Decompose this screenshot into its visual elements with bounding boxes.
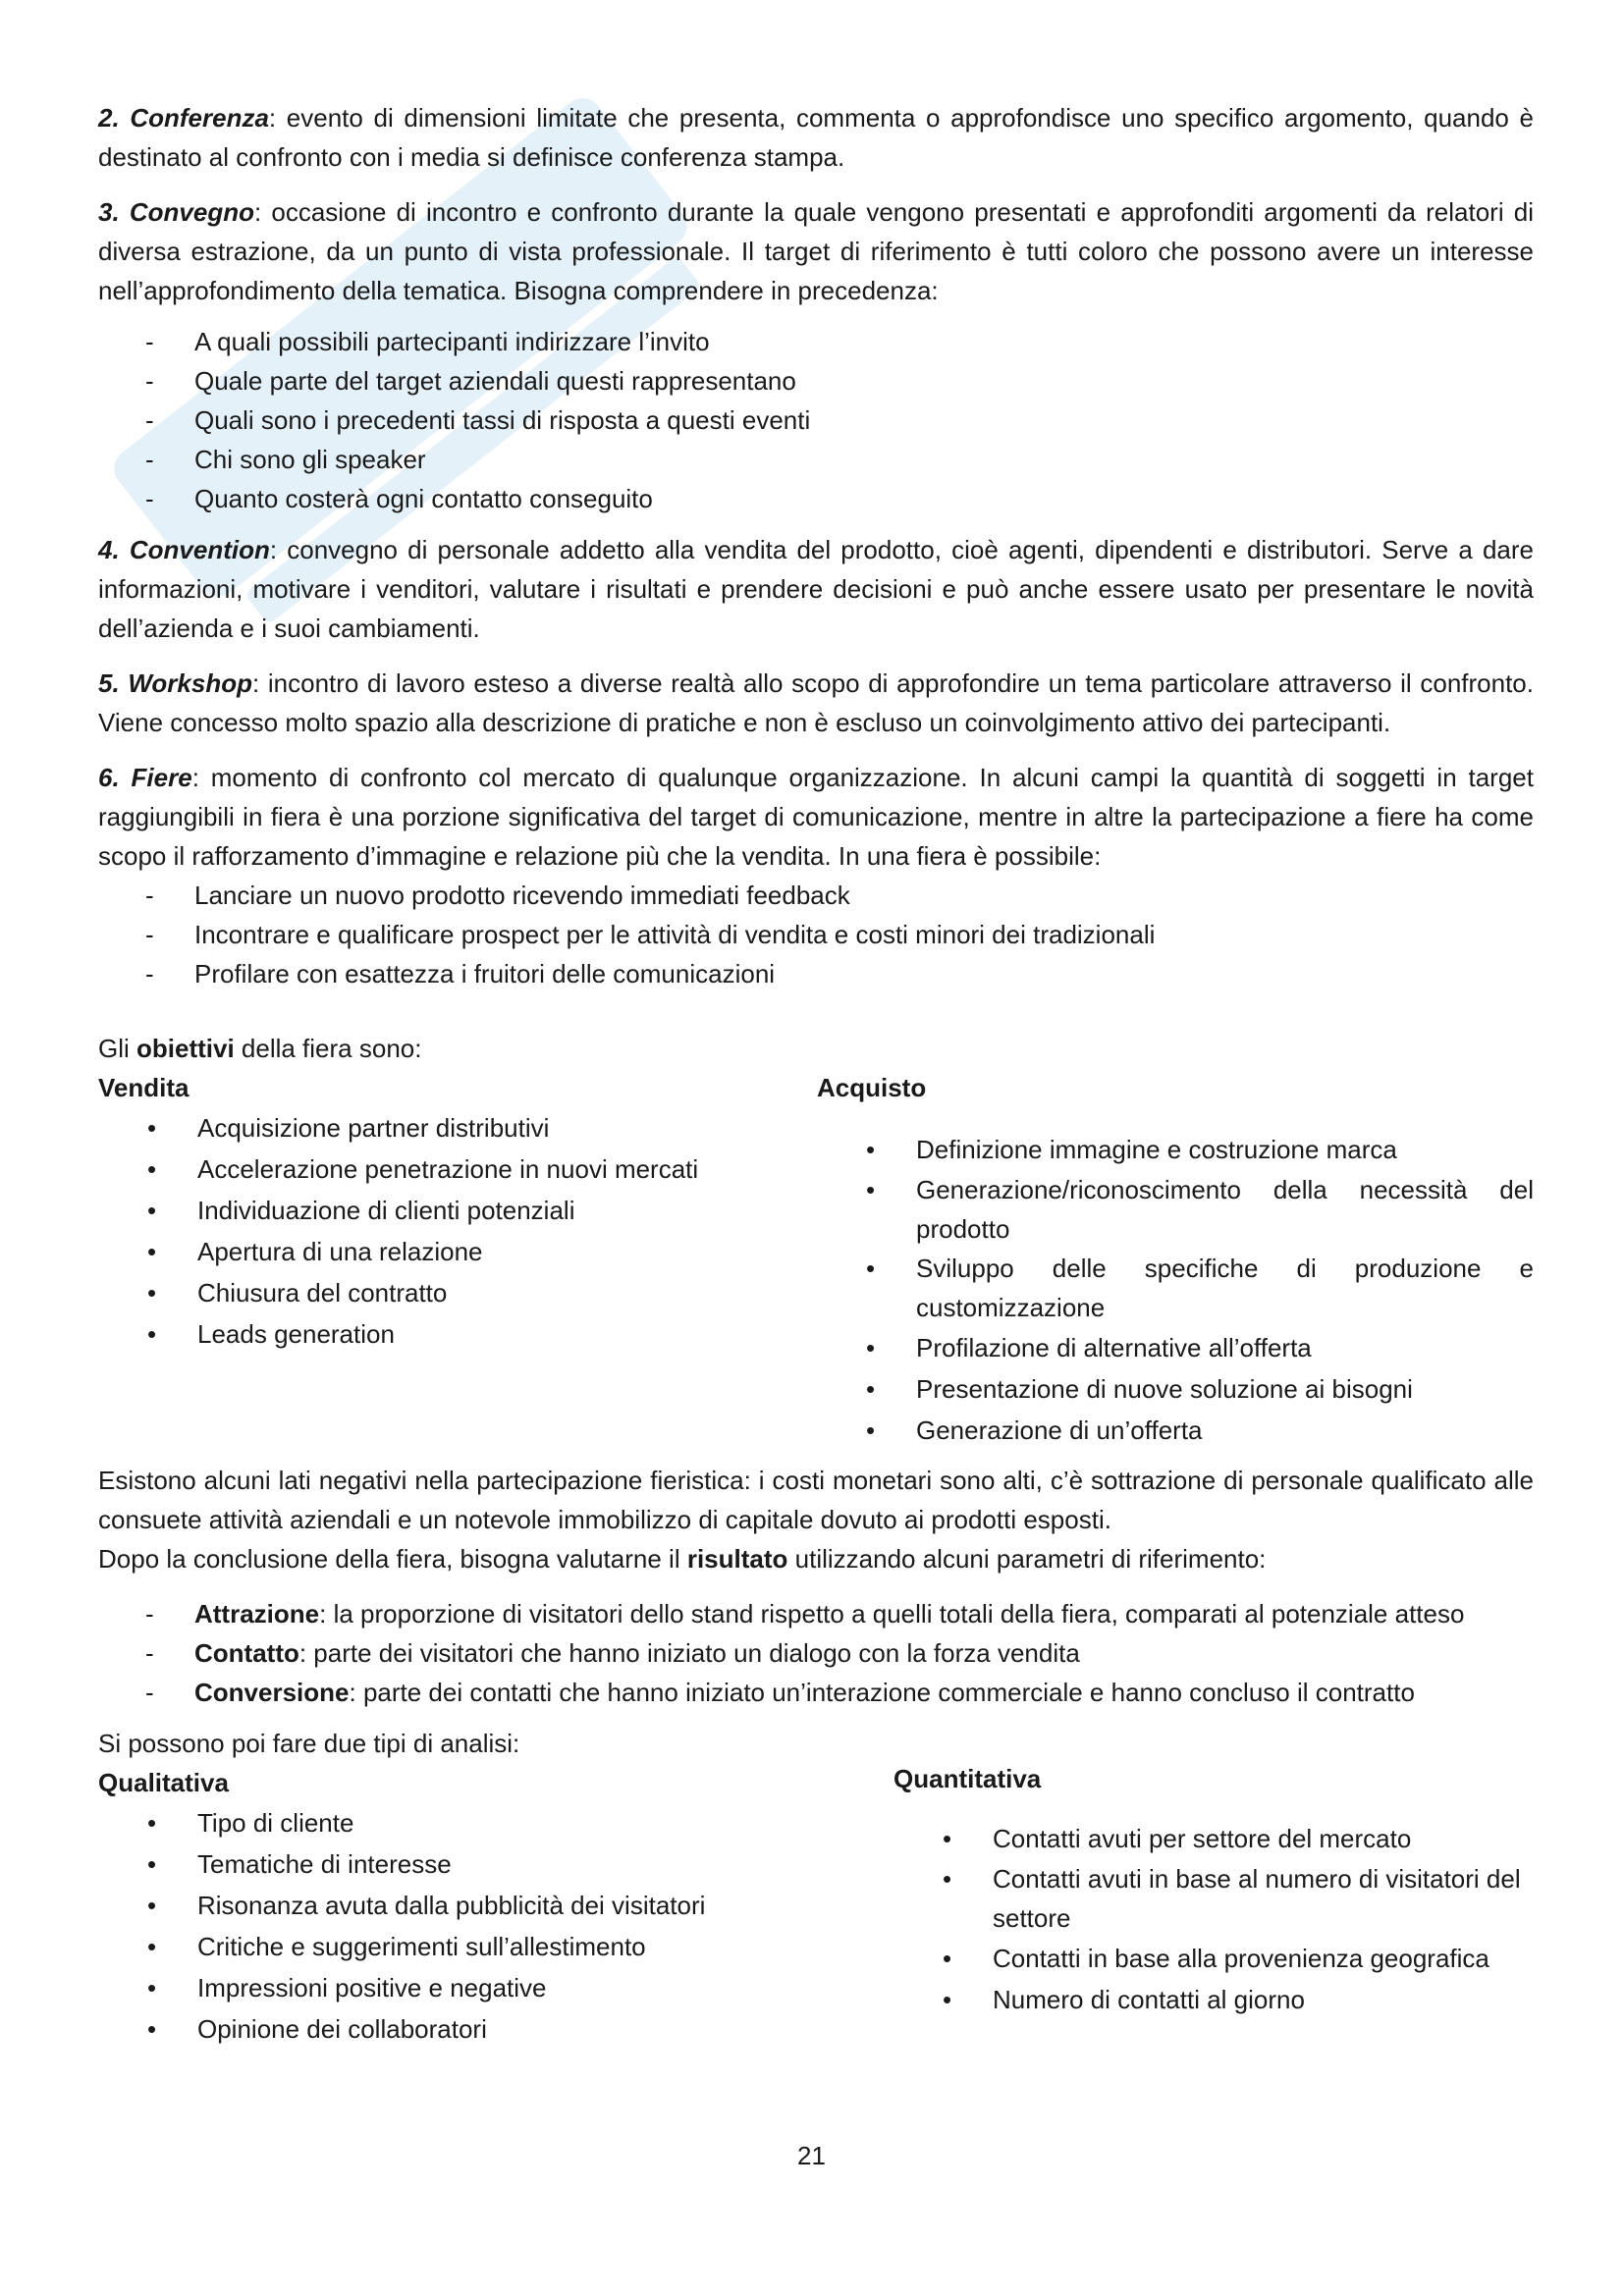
document-page bbox=[98, 98, 1534, 2057]
list-item: • Numero di contatti al giorno bbox=[893, 1979, 1534, 2020]
qualitativa-heading: Qualitativa bbox=[98, 1768, 229, 1797]
list-item: • Profilazione di alternative all’offerta bbox=[817, 1327, 1534, 1368]
acquisto-heading: Acquisto bbox=[817, 1073, 927, 1102]
list-item: • Generazione/riconoscimento della necessità del prodotto bbox=[817, 1170, 1534, 1249]
list-item: - Profilare con esattezza i fruitori delle comunicazioni bbox=[98, 954, 1534, 993]
page-number: 21 bbox=[797, 2141, 826, 2170]
list-item: • Accelerazione penetrazione in nuovi mercati bbox=[98, 1148, 785, 1190]
list-item: • Leads generation bbox=[98, 1313, 785, 1355]
text-conferenza: : evento di dimensioni limitate che presenta, commenta o approfondisce uno specifico argomento, quando è destinato al confronto con i media si definisce conferenza stampa. bbox=[98, 103, 1534, 172]
list-item: • Sviluppo delle specifiche di produzione e customizzazione bbox=[817, 1249, 1534, 1327]
list-item: - Quali sono i precedenti tassi di risposta a questi eventi bbox=[98, 400, 1534, 440]
risultato-intro bbox=[98, 1539, 1534, 1578]
list-item: • Impressioni positive e negative bbox=[98, 1967, 884, 2008]
list-item: • Contatti avuti per settore del mercato bbox=[893, 1818, 1534, 1859]
text-workshop: : incontro di lavoro esteso a diverse realtà allo scopo di approfondire un tema particolare attraverso il confronto. Viene concesso molto spazio alla descrizione di pratiche e non è escluso un coinvolgimento attivo dei partecipanti. bbox=[98, 668, 1534, 737]
section-number: 2. bbox=[98, 103, 120, 133]
param-term: Contatto bbox=[194, 1638, 299, 1668]
analisi-columns bbox=[98, 1763, 1534, 2057]
vendita-heading: Vendita bbox=[98, 1073, 189, 1102]
obiettivi-term: obiettivi bbox=[136, 1034, 235, 1063]
param-text: : la proporzione di visitatori dello stand rispetto a quelli totali della fiera, comparati al potenziale atteso bbox=[319, 1599, 1465, 1629]
vendita-list bbox=[98, 1107, 785, 1355]
param-text: : parte dei visitatori che hanno iniziato un dialogo con la forza vendita bbox=[298, 1638, 1080, 1668]
list-item: • Opinione dei collaboratori bbox=[98, 2008, 884, 2050]
list-item: • Risonanza avuta dalla pubblicità dei visitatori bbox=[98, 1885, 884, 1926]
term-conferenza: Conferenza bbox=[130, 103, 269, 133]
list-item: • Generazione di un’offerta bbox=[817, 1410, 1534, 1451]
acquisto-list bbox=[817, 1129, 1534, 1451]
text-fragment: della fiera sono: bbox=[234, 1034, 422, 1063]
list-item bbox=[98, 1633, 1534, 1673]
text-fragment: Dopo la conclusione della fiera, bisogna valutarne il bbox=[98, 1544, 687, 1574]
paragraph-conferenza bbox=[98, 98, 1534, 177]
text-fragment: Gli bbox=[98, 1034, 136, 1063]
negativi-paragraph: Esistono alcuni lati negativi nella partecipazione fieristica: i costi monetari sono alti, c’è sottrazione di personale qualificato alle consuete attività aziendali e un notevole immobilizzo di capitale dovuto ai prodotti esposti. bbox=[98, 1466, 1534, 1534]
acquisto-column bbox=[817, 1068, 1534, 1451]
list-item: - Quanto costerà ogni contatto conseguito bbox=[98, 479, 1534, 518]
term-workshop: Workshop bbox=[128, 668, 252, 698]
text-convention: : convegno di personale addetto alla vendita del prodotto, cioè agenti, dipendenti e distributori. Serve a dare informazioni, motivare i venditori, valutare i risultati e prendere decisioni e può anche essere usato per presentare le novità dell’azienda e i suoi cambiamenti. bbox=[98, 535, 1534, 643]
section-number: 4. bbox=[98, 535, 120, 564]
list-item: • Tipo di cliente bbox=[98, 1802, 884, 1843]
qualitativa-column bbox=[98, 1763, 884, 2050]
analisi-intro: Si possono poi fare due tipi di analisi: bbox=[98, 1729, 520, 1758]
obiettivi-columns bbox=[98, 1068, 1534, 1461]
section-number: 3. bbox=[98, 197, 120, 227]
list-item: • Critiche e suggerimenti sull’allestimento bbox=[98, 1926, 884, 1967]
text-fiere: : momento di confronto col mercato di qualunque organizzazione. In alcuni campi la quantità di soggetti in target raggiungibili in fiera è una porzione significativa del target di comunicazione, mentre in altre la partecipazione a fiere ha come scopo il rafforzamento d’immagine e relazione più che la vendita. In una fiera è possibile: bbox=[98, 763, 1534, 871]
list-item: • Contatti avuti in base al numero di visitatori del settore bbox=[893, 1859, 1534, 1938]
quantitativa-heading: Quantitativa bbox=[893, 1764, 1042, 1793]
fiere-list bbox=[98, 876, 1534, 993]
list-item: - A quali possibili partecipanti indirizzare l’invito bbox=[98, 322, 1534, 361]
list-item: • Apertura di una relazione bbox=[98, 1231, 785, 1272]
qualitativa-list bbox=[98, 1802, 884, 2050]
paragraph-fiere bbox=[98, 758, 1534, 876]
parametri-list bbox=[98, 1594, 1534, 1712]
list-item: - Quale parte del target aziendali questi rappresentano bbox=[98, 361, 1534, 400]
param-term: Attrazione bbox=[194, 1599, 320, 1629]
param-text: : parte dei contatti che hanno iniziato un’interazione commerciale e hanno concluso il contratto bbox=[349, 1678, 1415, 1707]
list-item: - Incontrare e qualificare prospect per le attività di vendita e costi minori dei tradizionali bbox=[98, 915, 1534, 954]
vendita-column bbox=[98, 1068, 785, 1355]
list-item: • Presentazione di nuove soluzione ai bisogni bbox=[817, 1368, 1534, 1410]
text-fragment: utilizzando alcuni parametri di riferimento: bbox=[787, 1544, 1267, 1574]
term-convention: Convention bbox=[129, 535, 270, 564]
list-item: • Definizione immagine e costruzione marca bbox=[817, 1129, 1534, 1170]
list-item: - Lanciare un nuovo prodotto ricevendo immediati feedback bbox=[98, 876, 1534, 915]
obiettivi-intro bbox=[98, 1029, 1534, 1068]
paragraph-convegno bbox=[98, 192, 1534, 310]
term-fiere: Fiere bbox=[131, 763, 192, 792]
risultato-term: risultato bbox=[686, 1544, 788, 1574]
section-number: 5. bbox=[98, 668, 120, 698]
list-item: • Acquisizione partner distributivi bbox=[98, 1107, 785, 1148]
param-term: Conversione bbox=[194, 1678, 350, 1707]
paragraph-workshop bbox=[98, 664, 1534, 742]
list-item: • Chiusura del contratto bbox=[98, 1272, 785, 1313]
paragraph-convention bbox=[98, 530, 1534, 648]
list-item: • Tematiche di interesse bbox=[98, 1843, 884, 1885]
list-item: • Individuazione di clienti potenziali bbox=[98, 1190, 785, 1231]
section-number: 6. bbox=[98, 763, 120, 792]
text-convegno: : occasione di incontro e confronto durante la quale vengono presentati e approfonditi argomenti da relatori di diversa estrazione, da un punto di vista professionale. Il target di riferimento è tutti coloro che possono avere un interesse nell’approfondimento della tematica. Bisogna comprendere in precedenza: bbox=[98, 197, 1534, 305]
list-item: - Chi sono gli speaker bbox=[98, 440, 1534, 479]
quantitativa-column bbox=[893, 1763, 1534, 2020]
list-item: • Contatti in base alla provenienza geografica bbox=[893, 1938, 1534, 1979]
quantitativa-list bbox=[893, 1818, 1534, 2020]
term-convegno: Convegno bbox=[129, 197, 254, 227]
list-item bbox=[98, 1594, 1534, 1633]
convegno-list bbox=[98, 322, 1534, 518]
list-item bbox=[98, 1673, 1534, 1712]
